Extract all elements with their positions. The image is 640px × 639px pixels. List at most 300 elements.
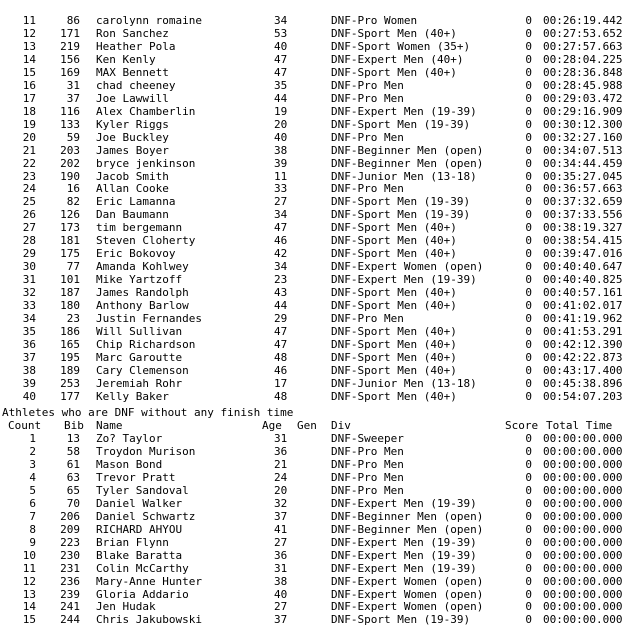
- age-cell: 38: [274, 143, 288, 157]
- table-row: [0, 312, 640, 325]
- division-cell: DNF-Pro Women: [331, 14, 418, 27]
- time-cell: 00:00:00.000: [543, 613, 623, 627]
- table-row: [0, 351, 640, 364]
- division-cell: DNF-Junior Men (13-18): [331, 376, 477, 390]
- place-cell: 33: [22, 299, 36, 313]
- name-cell: MAX Bennett: [96, 65, 169, 79]
- time-cell: 00:37:33.556: [543, 208, 623, 222]
- bib-cell: 186: [60, 325, 80, 339]
- score-cell: 0: [525, 457, 532, 471]
- time-cell: 00:41:19.962: [543, 312, 623, 326]
- name-cell: Zo? Taylor: [96, 432, 163, 445]
- time-cell: 00:43:17.400: [543, 363, 623, 377]
- division-cell: DNF-Sport Men (40+): [331, 325, 457, 339]
- division-cell: DNF-Expert Men (19-39): [331, 561, 477, 575]
- age-cell: 47: [274, 325, 288, 339]
- score-cell: 0: [525, 613, 532, 627]
- table-row: [0, 170, 640, 183]
- name-cell: bryce jenkinson: [96, 156, 196, 170]
- division-cell: DNF-Pro Men: [331, 78, 404, 92]
- place-cell: 29: [22, 247, 36, 261]
- score-cell: 0: [525, 470, 532, 484]
- name-cell: Kelly Baker: [96, 389, 169, 403]
- table-row: [0, 40, 640, 53]
- place-cell: 16: [22, 78, 36, 92]
- score-cell: 0: [525, 143, 532, 157]
- bib-cell: 133: [60, 117, 80, 131]
- division-cell: DNF-Beginner Men (open): [331, 156, 484, 170]
- bib-cell: 175: [60, 247, 80, 261]
- score-cell: 0: [525, 350, 532, 364]
- time-cell: 00:39:47.016: [543, 247, 623, 261]
- place-cell: 27: [22, 221, 36, 235]
- name-cell: Dan Baumann: [96, 208, 169, 222]
- time-cell: 00:38:54.415: [543, 234, 623, 248]
- age-cell: 20: [274, 483, 288, 497]
- score-cell: 0: [525, 65, 532, 79]
- table-row: [0, 390, 640, 403]
- score-cell: 0: [525, 91, 532, 105]
- division-cell: DNF-Expert Women (open): [331, 260, 484, 274]
- place-cell: 7: [29, 509, 36, 523]
- place-cell: 1: [29, 432, 36, 445]
- time-cell: 00:00:00.000: [543, 587, 623, 601]
- bib-cell: 223: [60, 535, 80, 549]
- division-cell: DNF-Pro Men: [331, 91, 404, 105]
- place-cell: 11: [22, 14, 36, 27]
- table-row: [0, 536, 640, 549]
- bib-cell: 63: [66, 470, 80, 484]
- age-cell: 40: [274, 130, 288, 144]
- table-row: [0, 182, 640, 195]
- name-cell: Ken Kenly: [96, 52, 156, 66]
- time-cell: 00:00:00.000: [543, 600, 623, 614]
- time-cell: 00:00:00.000: [543, 548, 623, 562]
- table-row: [0, 510, 640, 523]
- table-row: [0, 299, 640, 312]
- place-cell: 26: [22, 208, 36, 222]
- table-row: [0, 600, 640, 613]
- table-row: [0, 549, 640, 562]
- name-cell: James Randolph: [96, 286, 189, 300]
- place-cell: 13: [22, 39, 36, 53]
- header-count: Count: [8, 419, 42, 432]
- name-cell: chad cheeney: [96, 78, 176, 92]
- age-cell: 41: [274, 522, 288, 536]
- age-cell: 23: [274, 273, 288, 287]
- score-cell: 0: [525, 574, 532, 588]
- place-cell: 40: [22, 389, 36, 403]
- bib-cell: 59: [66, 130, 80, 144]
- bib-cell: 187: [60, 286, 80, 300]
- age-cell: 43: [274, 286, 288, 300]
- bib-cell: 206: [60, 509, 80, 523]
- time-cell: 00:00:00.000: [543, 535, 623, 549]
- age-cell: 44: [274, 299, 288, 313]
- age-cell: 33: [274, 182, 288, 196]
- table-row: [0, 445, 640, 458]
- name-cell: Jeremiah Rohr: [96, 376, 183, 390]
- division-cell: DNF-Sport Men (40+): [331, 299, 457, 313]
- age-cell: 34: [274, 208, 288, 222]
- bib-cell: 181: [60, 234, 80, 248]
- division-cell: DNF-Sport Men (40+): [331, 65, 457, 79]
- place-cell: 12: [22, 574, 36, 588]
- division-cell: DNF-Sport Men (19-39): [331, 613, 471, 627]
- table-row: [0, 613, 640, 626]
- age-cell: 40: [274, 39, 288, 53]
- age-cell: 38: [274, 574, 288, 588]
- division-cell: DNF-Sweeper: [331, 432, 404, 445]
- time-cell: 00:00:00.000: [543, 432, 623, 445]
- bib-cell: 70: [66, 496, 80, 510]
- score-cell: 0: [525, 169, 532, 183]
- age-cell: 48: [274, 350, 288, 364]
- bib-cell: 169: [60, 65, 80, 79]
- time-cell: 00:00:00.000: [543, 574, 623, 588]
- section-title: Athletes who are DNF without any finish time: [2, 406, 294, 419]
- score-cell: 0: [525, 483, 532, 497]
- age-cell: 42: [274, 247, 288, 261]
- name-cell: Daniel Schwartz: [96, 509, 196, 523]
- division-cell: DNF-Expert Men (40+): [331, 52, 464, 66]
- bib-cell: 189: [60, 363, 80, 377]
- time-cell: 00:00:00.000: [543, 509, 623, 523]
- age-cell: 36: [274, 444, 288, 458]
- table-row: [0, 338, 640, 351]
- division-cell: DNF-Beginner Men (open): [331, 522, 484, 536]
- score-cell: 0: [525, 548, 532, 562]
- table-row: [0, 497, 640, 510]
- time-cell: 00:45:38.896: [543, 376, 623, 390]
- name-cell: Marc Garoutte: [96, 350, 183, 364]
- age-cell: 34: [274, 14, 288, 27]
- time-cell: 00:29:03.472: [543, 91, 623, 105]
- name-cell: Troydon Murison: [96, 444, 196, 458]
- bib-cell: 171: [60, 26, 80, 40]
- time-cell: 00:32:27.160: [543, 130, 623, 144]
- name-cell: James Boyer: [96, 143, 169, 157]
- bib-cell: 236: [60, 574, 80, 588]
- bib-cell: 13: [66, 432, 80, 445]
- name-cell: Eric Lamanna: [96, 195, 176, 209]
- header-age: Age: [262, 419, 282, 432]
- name-cell: Joe Buckley: [96, 130, 169, 144]
- bib-cell: 203: [60, 143, 80, 157]
- table-row: [0, 53, 640, 66]
- time-cell: 00:28:04.225: [543, 52, 623, 66]
- division-cell: DNF-Sport Men (40+): [331, 26, 457, 40]
- table-row: [0, 575, 640, 588]
- table-row: [0, 364, 640, 377]
- time-cell: 00:29:16.909: [543, 104, 623, 118]
- age-cell: 44: [274, 91, 288, 105]
- bib-cell: 31: [66, 78, 80, 92]
- bib-cell: 58: [66, 444, 80, 458]
- place-cell: 37: [22, 350, 36, 364]
- name-cell: Heather Pola: [96, 39, 176, 53]
- name-cell: Jacob Smith: [96, 169, 169, 183]
- time-cell: 00:41:53.291: [543, 325, 623, 339]
- place-cell: 5: [29, 483, 36, 497]
- division-cell: DNF-Sport Men (19-39): [331, 117, 471, 131]
- name-cell: RICHARD AHYOU: [96, 522, 183, 536]
- division-cell: DNF-Pro Men: [331, 182, 404, 196]
- age-cell: 24: [274, 470, 288, 484]
- division-cell: DNF-Sport Men (40+): [331, 363, 457, 377]
- name-cell: Mary-Anne Hunter: [96, 574, 202, 588]
- score-cell: 0: [525, 247, 532, 261]
- time-cell: 00:54:07.203: [543, 389, 623, 403]
- age-cell: 37: [274, 613, 288, 627]
- place-cell: 31: [22, 273, 36, 287]
- time-cell: 00:27:53.652: [543, 26, 623, 40]
- division-cell: DNF-Sport Men (19-39): [331, 195, 471, 209]
- table-row: [0, 377, 640, 390]
- name-cell: Tyler Sandoval: [96, 483, 189, 497]
- name-cell: Eric Bokovoy: [96, 247, 176, 261]
- time-cell: 00:00:00.000: [543, 496, 623, 510]
- bib-cell: 195: [60, 350, 80, 364]
- header-gen: Gen: [297, 419, 317, 432]
- place-cell: 18: [22, 104, 36, 118]
- score-cell: 0: [525, 561, 532, 575]
- bib-cell: 86: [66, 14, 80, 27]
- name-cell: Mason Bond: [96, 457, 163, 471]
- score-cell: 0: [525, 376, 532, 390]
- age-cell: 46: [274, 363, 288, 377]
- place-cell: 24: [22, 182, 36, 196]
- table-row: [0, 247, 640, 260]
- header-div: Div: [331, 419, 351, 432]
- score-cell: 0: [525, 208, 532, 222]
- time-cell: 00:37:32.659: [543, 195, 623, 209]
- age-cell: 47: [274, 338, 288, 351]
- division-cell: DNF-Expert Men (19-39): [331, 104, 477, 118]
- place-cell: 10: [22, 548, 36, 562]
- score-cell: 0: [525, 221, 532, 235]
- name-cell: Trevor Pratt: [96, 470, 176, 484]
- table-row: [0, 221, 640, 234]
- age-cell: 19: [274, 104, 288, 118]
- name-cell: Jen Hudak: [96, 600, 156, 614]
- place-cell: 22: [22, 156, 36, 170]
- time-cell: 00:28:36.848: [543, 65, 623, 79]
- bib-cell: 126: [60, 208, 80, 222]
- score-cell: 0: [525, 195, 532, 209]
- name-cell: Cary Clemenson: [96, 363, 189, 377]
- age-cell: 20: [274, 117, 288, 131]
- division-cell: DNF-Expert Women (open): [331, 587, 484, 601]
- name-cell: Brian Flynn: [96, 535, 169, 549]
- score-cell: 0: [525, 273, 532, 287]
- age-cell: 40: [274, 587, 288, 601]
- division-cell: DNF-Pro Men: [331, 312, 404, 326]
- time-cell: 00:00:00.000: [543, 457, 623, 471]
- table-row: [0, 471, 640, 484]
- age-cell: 27: [274, 195, 288, 209]
- time-cell: 00:00:00.000: [543, 561, 623, 575]
- division-cell: DNF-Pro Men: [331, 444, 404, 458]
- time-cell: 00:30:12.300: [543, 117, 623, 131]
- table-row: [0, 105, 640, 118]
- age-cell: 47: [274, 52, 288, 66]
- time-cell: 00:34:07.513: [543, 143, 623, 157]
- table-row: [0, 273, 640, 286]
- time-cell: 00:40:40.825: [543, 273, 623, 287]
- table-row: [0, 131, 640, 144]
- time-cell: 00:34:44.459: [543, 156, 623, 170]
- score-cell: 0: [525, 117, 532, 131]
- place-cell: 15: [22, 613, 36, 627]
- time-cell: 00:38:19.327: [543, 221, 623, 235]
- score-cell: 0: [525, 156, 532, 170]
- table-header: [0, 419, 640, 432]
- place-cell: 23: [22, 169, 36, 183]
- score-cell: 0: [525, 509, 532, 523]
- score-cell: 0: [525, 104, 532, 118]
- age-cell: 34: [274, 260, 288, 274]
- header-score: Score: [505, 419, 539, 432]
- score-cell: 0: [525, 312, 532, 326]
- bib-cell: 165: [60, 338, 80, 351]
- table-row: [0, 432, 640, 445]
- table-row: [0, 118, 640, 131]
- age-cell: 53: [274, 26, 288, 40]
- time-cell: 00:36:57.663: [543, 182, 623, 196]
- name-cell: Blake Baratta: [96, 548, 183, 562]
- division-cell: DNF-Sport Men (40+): [331, 389, 457, 403]
- time-cell: 00:26:19.442: [543, 14, 623, 27]
- bib-cell: 82: [66, 195, 80, 209]
- time-cell: 00:40:57.161: [543, 286, 623, 300]
- score-cell: 0: [525, 286, 532, 300]
- time-cell: 00:00:00.000: [543, 483, 623, 497]
- bib-cell: 61: [66, 457, 80, 471]
- name-cell: Chris Jakubowski: [96, 613, 202, 627]
- score-cell: 0: [525, 432, 532, 445]
- division-cell: DNF-Pro Men: [331, 470, 404, 484]
- bib-cell: 230: [60, 548, 80, 562]
- place-cell: 28: [22, 234, 36, 248]
- place-cell: 9: [29, 535, 36, 549]
- division-cell: DNF-Junior Men (13-18): [331, 169, 477, 183]
- place-cell: 25: [22, 195, 36, 209]
- bib-cell: 244: [60, 613, 80, 627]
- place-cell: 35: [22, 325, 36, 339]
- bib-cell: 239: [60, 587, 80, 601]
- place-cell: 21: [22, 143, 36, 157]
- division-cell: DNF-Sport Men (19-39): [331, 208, 471, 222]
- table-row: [0, 195, 640, 208]
- age-cell: 32: [274, 496, 288, 510]
- place-cell: 32: [22, 286, 36, 300]
- division-cell: DNF-Sport Men (40+): [331, 350, 457, 364]
- header-total-time: Total Time: [546, 419, 613, 432]
- name-cell: Ron Sanchez: [96, 26, 169, 40]
- bib-cell: 16: [66, 182, 80, 196]
- division-cell: DNF-Sport Men (40+): [331, 247, 457, 261]
- time-cell: 00:00:00.000: [543, 444, 623, 458]
- place-cell: 19: [22, 117, 36, 131]
- time-cell: 00:35:27.045: [543, 169, 623, 183]
- place-cell: 17: [22, 91, 36, 105]
- score-cell: 0: [525, 600, 532, 614]
- name-cell: Daniel Walker: [96, 496, 183, 510]
- division-cell: DNF-Pro Men: [331, 483, 404, 497]
- age-cell: 27: [274, 600, 288, 614]
- age-cell: 39: [274, 156, 288, 170]
- score-cell: 0: [525, 299, 532, 313]
- place-cell: 4: [29, 470, 36, 484]
- place-cell: 30: [22, 260, 36, 274]
- division-cell: DNF-Beginner Men (open): [331, 509, 484, 523]
- score-cell: 0: [525, 14, 532, 27]
- score-cell: 0: [525, 496, 532, 510]
- score-cell: 0: [525, 522, 532, 536]
- bib-cell: 190: [60, 169, 80, 183]
- table-row: [0, 92, 640, 105]
- score-cell: 0: [525, 52, 532, 66]
- place-cell: 3: [29, 457, 36, 471]
- age-cell: 48: [274, 389, 288, 403]
- bib-cell: 37: [66, 91, 80, 105]
- score-cell: 0: [525, 363, 532, 377]
- name-cell: carolynn romaine: [96, 14, 202, 27]
- score-cell: 0: [525, 338, 532, 351]
- table-row: [0, 234, 640, 247]
- name-cell: Colin McCarthy: [96, 561, 189, 575]
- table-row: [0, 260, 640, 273]
- division-cell: DNF-Sport Men (40+): [331, 338, 457, 351]
- division-cell: DNF-Sport Women (35+): [331, 39, 471, 53]
- age-cell: 47: [274, 221, 288, 235]
- score-cell: 0: [525, 130, 532, 144]
- place-cell: 15: [22, 65, 36, 79]
- age-cell: 46: [274, 234, 288, 248]
- table-row: [0, 484, 640, 497]
- table-row: [0, 66, 640, 79]
- time-cell: 00:42:12.390: [543, 338, 623, 351]
- bib-cell: 177: [60, 389, 80, 403]
- name-cell: Chip Richardson: [96, 338, 196, 351]
- age-cell: 27: [274, 535, 288, 549]
- bib-cell: 202: [60, 156, 80, 170]
- bib-cell: 180: [60, 299, 80, 313]
- place-cell: 34: [22, 312, 36, 326]
- name-cell: Anthony Barlow: [96, 299, 189, 313]
- header-name: Name: [96, 419, 123, 432]
- table-row: [0, 157, 640, 170]
- place-cell: 11: [22, 561, 36, 575]
- division-cell: DNF-Expert Men (19-39): [331, 535, 477, 549]
- place-cell: 12: [22, 26, 36, 40]
- name-cell: Mike Yartzoff: [96, 273, 183, 287]
- place-cell: 6: [29, 496, 36, 510]
- table-row: [0, 27, 640, 40]
- time-cell: 00:42:22.873: [543, 350, 623, 364]
- division-cell: DNF-Sport Men (40+): [331, 286, 457, 300]
- age-cell: 17: [274, 376, 288, 390]
- score-cell: 0: [525, 389, 532, 403]
- table-row: [0, 523, 640, 536]
- division-cell: DNF-Expert Women (open): [331, 574, 484, 588]
- table-row: [0, 79, 640, 92]
- time-cell: 00:27:57.663: [543, 39, 623, 53]
- score-cell: 0: [525, 26, 532, 40]
- name-cell: Will Sullivan: [96, 325, 183, 339]
- place-cell: 13: [22, 587, 36, 601]
